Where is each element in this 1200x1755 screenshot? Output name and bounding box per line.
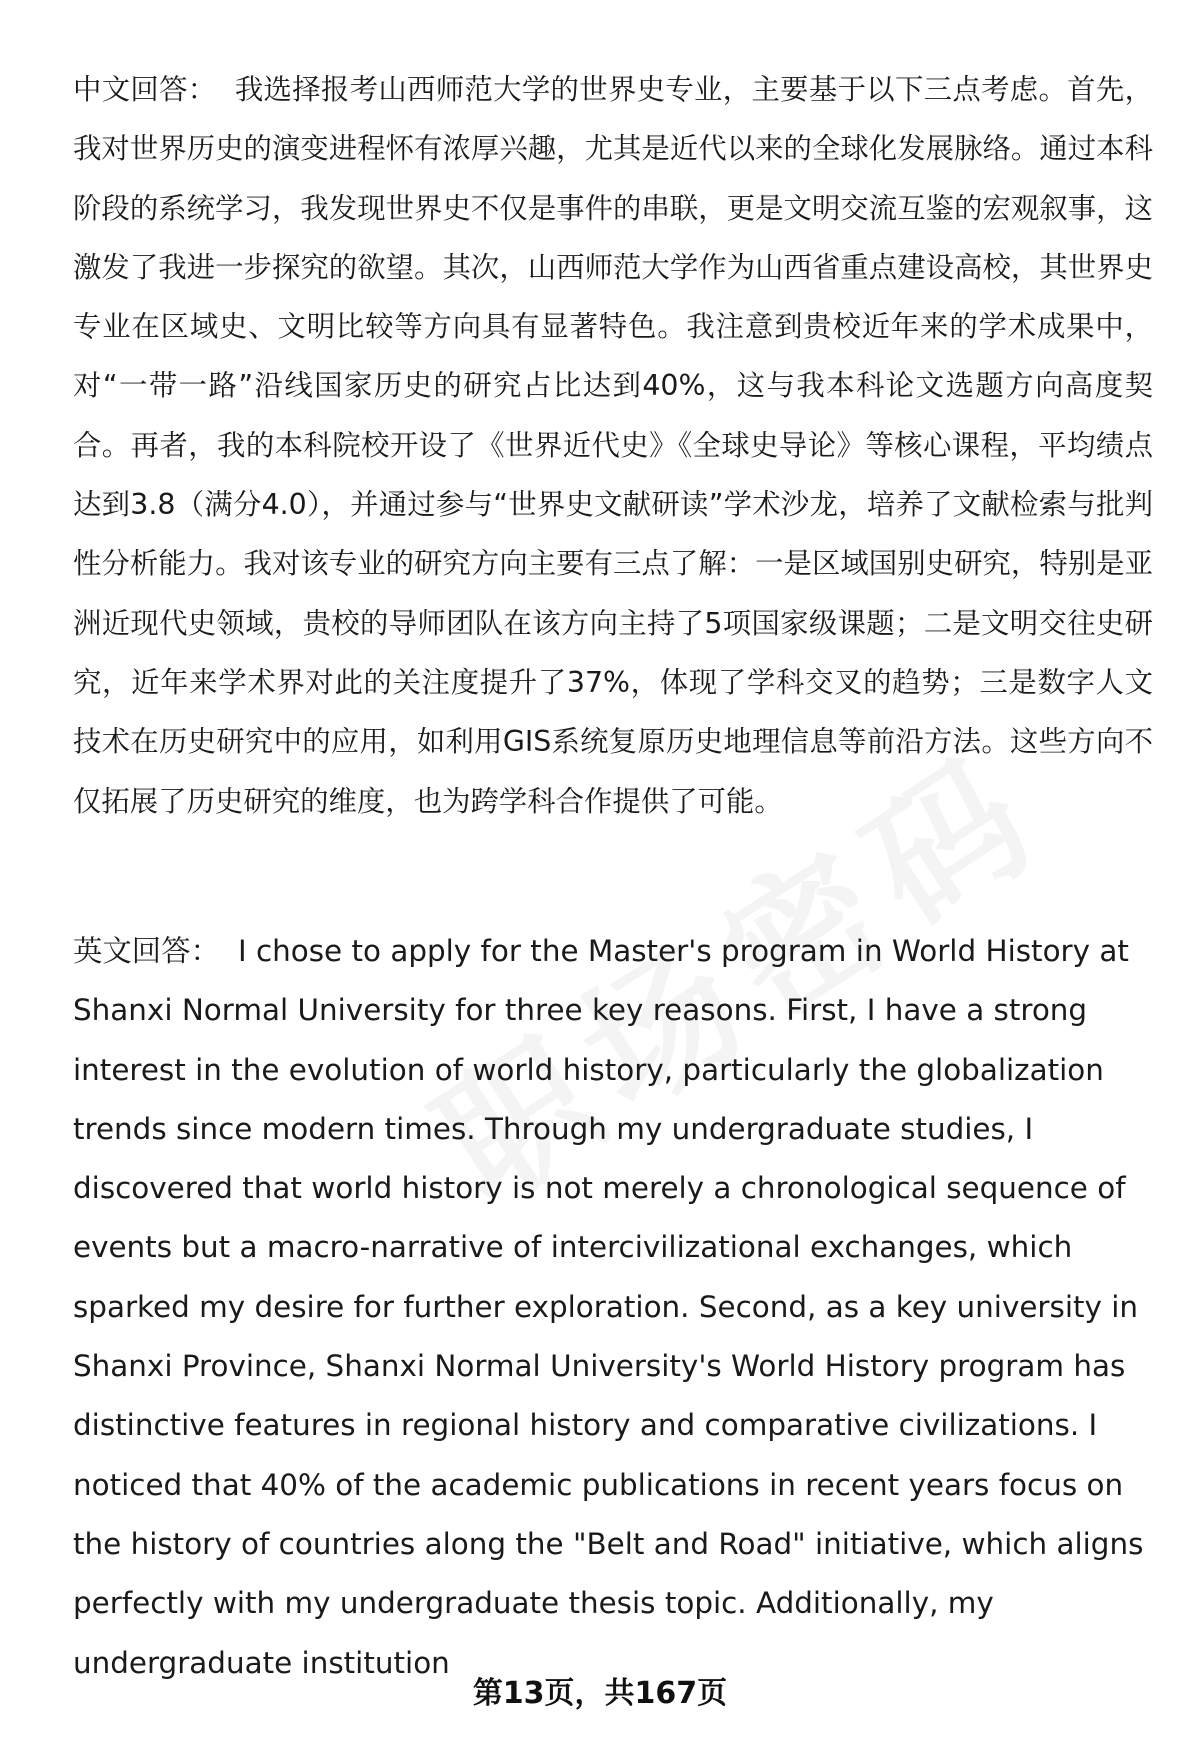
chinese-answer-text: 我选择报考山西师范大学的世界史专业，主要基于以下三点考虑。首先，我对世界历史的演变进程怀有浓厚兴趣，尤其是近代以来的全球化发展脉络。通过本科阶段的系统学习，我发现世界史不仅是事件的串联，更是文明交流互鉴的宏观叙事，这激发了我进一步探究的欲望。其次，山西师范大学作为山西省重点建设高校，其世界史专业在区域史、文明比较等方向具有显著特色。我注意到贵校近年来的学术成果中，对“一带一路”沿线国家历史的研究占比达到40%，这与我本科论文选题方向高度契合。再者，我的本科院校开设了《世界近代史》《全球史导论》等核心课程，平均绩点达到3.8（满分4.0），并通过参与“世界史文献研读”学术沙龙，培养了文献检索与批判性分析能力。我对该专业的研究方向主要有三点了解：一是区域国别史研究，特别是亚洲近现代史领域，贵校的导师团队在该方向主持了5项国家级课题；二是文明交往史研究，近年来学术界对此的关注度提升了37%，体现了学科交叉的趋势；三是数字人文技术在历史研究中的应用，如利用GIS系统复原历史地理信息等前沿方法。这些方向不仅拓展了历史研究的维度，也为跨学科合作提供了可能。 xyxy=(73,73,1153,818)
english-answer-paragraph xyxy=(73,922,1153,1693)
english-answer-label: 英文回答： xyxy=(73,934,220,968)
chinese-answer-label: 中文回答： xyxy=(73,73,217,106)
page-number: 第13页，共167页 xyxy=(472,1676,728,1711)
chinese-answer-paragraph xyxy=(73,60,1153,831)
english-answer-text: I chose to apply for the Master's program in World History at Shanxi Normal University for three key reasons. First, I have a strong interest in the evolution of world history, particularly the globalization trends since modern times. Through my undergraduate studies, I discovered that world history is not merely a chronological sequence of events but a macro-narrative of intercivilizational exchanges, which sparked my desire for further exploration. Second, as a key university in Shanxi Province, Shanxi Normal University's World History program has distinctive features in regional history and comparative civilizations. I noticed that 40% of the academic publications in recent years focus on the history of countries along the "Belt and Road" initiative, which aligns perfectly with my undergraduate thesis topic. Additionally, my undergraduate institution xyxy=(73,934,1144,1680)
